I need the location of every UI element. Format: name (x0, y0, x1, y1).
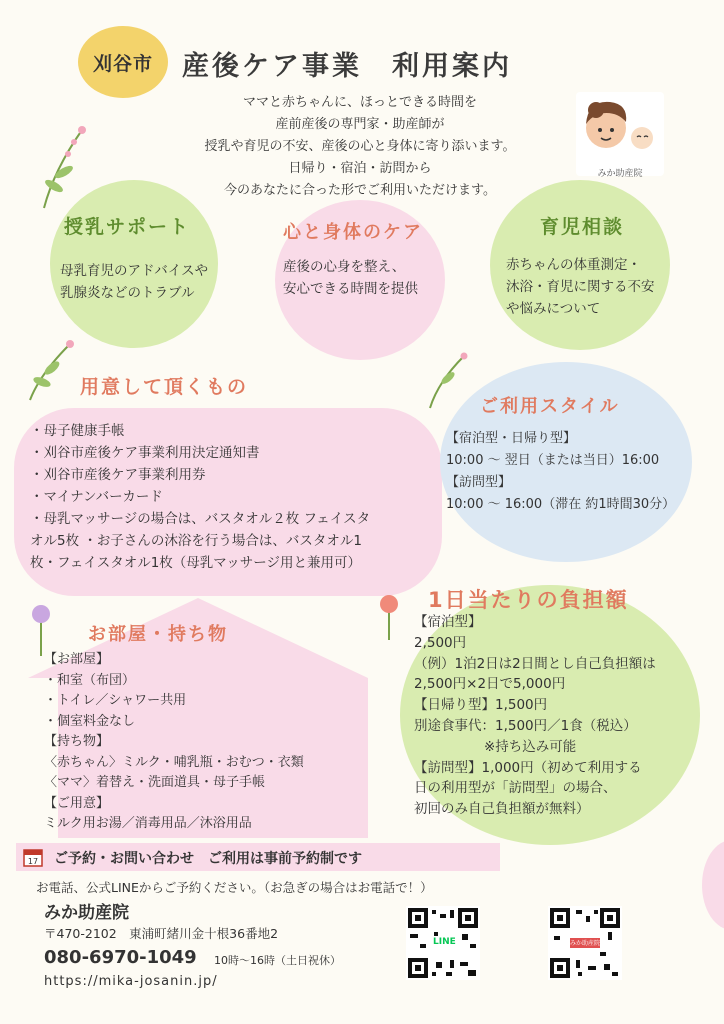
cost-line: 【訪問型】1,000円（初めて利用する (414, 759, 642, 776)
cost-line: 初回のみ自己負担額が無料） (414, 801, 590, 818)
prepare-list (30, 420, 438, 574)
service-title-breastfeeding: 授乳サポート (64, 216, 191, 238)
leaf-sprig-icon (24, 120, 94, 210)
cost-line: 日の利用型が「訪問型」の場合、 (414, 780, 617, 797)
contact-heading: ご予約・お問い合わせ ご利用は事前予約制です (54, 851, 362, 867)
flower-icon (374, 592, 404, 642)
cost-line: 別途食事代：1,500円／1食（税込） (414, 717, 637, 734)
prepare-item: ・マイナンバーカード (30, 489, 163, 505)
contact-note: お電話、公式LINEからご予約ください。（お急ぎの場合はお電話で！） (36, 880, 433, 895)
intro-line: ママと赤ちゃんに、ほっとできる時間を (242, 95, 477, 110)
room-line: 【持ち物】 (44, 734, 110, 749)
prepare-title: 用意して頂くもの (80, 376, 249, 398)
room-line: 【お部屋】 (44, 652, 110, 667)
prepare-item: ・母乳マッサージの場合は、バスタオル２枚 フェイスタ (30, 511, 371, 527)
room-line: ・トイレ／シャワー共用 (44, 693, 187, 708)
leaf-sprig-icon (20, 338, 80, 404)
cost-title: 1日当たりの負担額 (428, 588, 629, 612)
style-line: 10:00 〜 16:00（滞在 約1時間30分） (446, 497, 676, 512)
room-line: 【ご用意】 (44, 795, 110, 811)
svg-text:17: 17 (27, 857, 39, 866)
service-text-parenting (506, 254, 655, 320)
service-line: 赤ちゃんの体重測定・ (506, 257, 641, 273)
room-line: ・和室（布団） (44, 672, 136, 688)
service-line: 安心できる時間を提供 (283, 281, 418, 297)
service-line: 母乳育児のアドバイスや (60, 263, 209, 279)
service-line: 乳腺炎などのトラブル (60, 285, 195, 301)
city-badge: 刈谷市 (78, 26, 168, 98)
intro-line: 今のあなたに合った形でご利用いただけます。 (224, 183, 496, 198)
cost-line: 2,500円×2日で5,000円 (414, 676, 566, 693)
room-text (44, 650, 304, 835)
service-text-breastfeeding (60, 260, 208, 304)
service-line: 産後の心身を整え、 (283, 259, 406, 275)
clinic-hours: 10時〜16時（土日祝休） (214, 954, 341, 967)
cost-line: ※持ち込み可能 (484, 738, 577, 755)
clinic-logo (576, 92, 664, 179)
style-line: 【訪問型】 (446, 475, 512, 490)
style-line: 【宿泊型・日帰り型】 (446, 431, 577, 446)
website-qr-code[interactable] (548, 906, 622, 980)
intro-line: 産前産後の専門家・助産師が (275, 117, 445, 132)
leaf-sprig-icon (420, 350, 470, 410)
prepare-item: ・刈谷市産後ケア事業利用券 (30, 467, 206, 483)
intro-line: 授乳や育児の不安、産後の心と身体に寄り添います。 (204, 139, 516, 154)
cost-line: 【日帰り型】1,500円 (414, 697, 548, 714)
bg-edge-circle (702, 840, 724, 930)
logo-caption: みか助産院 (597, 169, 643, 179)
service-line: 沐浴・育児に関する不安 (506, 279, 655, 295)
service-line: や悩みについて (506, 301, 601, 317)
intro-text (160, 92, 560, 202)
service-text-mindbody (283, 256, 418, 300)
style-title: ご利用スタイル (480, 396, 620, 417)
clinic-logo-icon (576, 92, 664, 162)
prepare-item: 枚・フェイスタオル1枚（母乳マッサージ用と兼用可） (30, 555, 361, 571)
service-title-mindbody: 心と身体のケア (283, 222, 423, 243)
cost-line: 【宿泊型】 (414, 614, 482, 630)
qr-web-label: みか助産院 (570, 940, 600, 947)
style-text (446, 428, 675, 516)
prepare-item: ・刈谷市産後ケア事業利用決定通知書 (30, 445, 260, 461)
room-line: ・個室料金なし (44, 713, 136, 729)
clinic-address: 〒470-2102 東浦町緒川金十根36番地2 (44, 926, 279, 941)
clinic-url[interactable]: https://mika-josanin.jp/ (44, 974, 218, 989)
intro-line: 日帰り・宿泊・訪問から (288, 161, 432, 176)
cost-line: 2,500円 (414, 634, 467, 651)
qr-line-label: LINE (433, 937, 456, 947)
room-line: 〈ママ〉着替え・洗面道具・母子手帳 (44, 775, 266, 790)
calendar-icon (22, 846, 44, 868)
cost-line: （例）1泊2日は2日間とし自己負担額は (414, 655, 656, 672)
room-line: ミルク用お湯／消毒用品／沐浴用品 (44, 816, 252, 831)
clinic-name: みか助産院 (44, 903, 129, 923)
page-title: 産後ケア事業 利用案内 (182, 51, 512, 82)
prepare-item: オル5枚 ・お子さんの沐浴を行う場合は、バスタオル1 (30, 533, 362, 549)
room-title: お部屋・持ち物 (88, 624, 228, 645)
service-title-parenting: 育児相談 (540, 216, 625, 238)
line-qr-code[interactable] (406, 906, 480, 980)
cost-text (414, 612, 656, 820)
clinic-phone[interactable]: 080-6970-1049 (44, 947, 197, 968)
prepare-item: ・母子健康手帳 (30, 423, 125, 439)
style-line: 10:00 〜 翌日（または当日）16:00 (446, 453, 660, 468)
room-line: 〈赤ちゃん〉ミルク・哺乳瓶・おむつ・衣類 (44, 754, 304, 770)
